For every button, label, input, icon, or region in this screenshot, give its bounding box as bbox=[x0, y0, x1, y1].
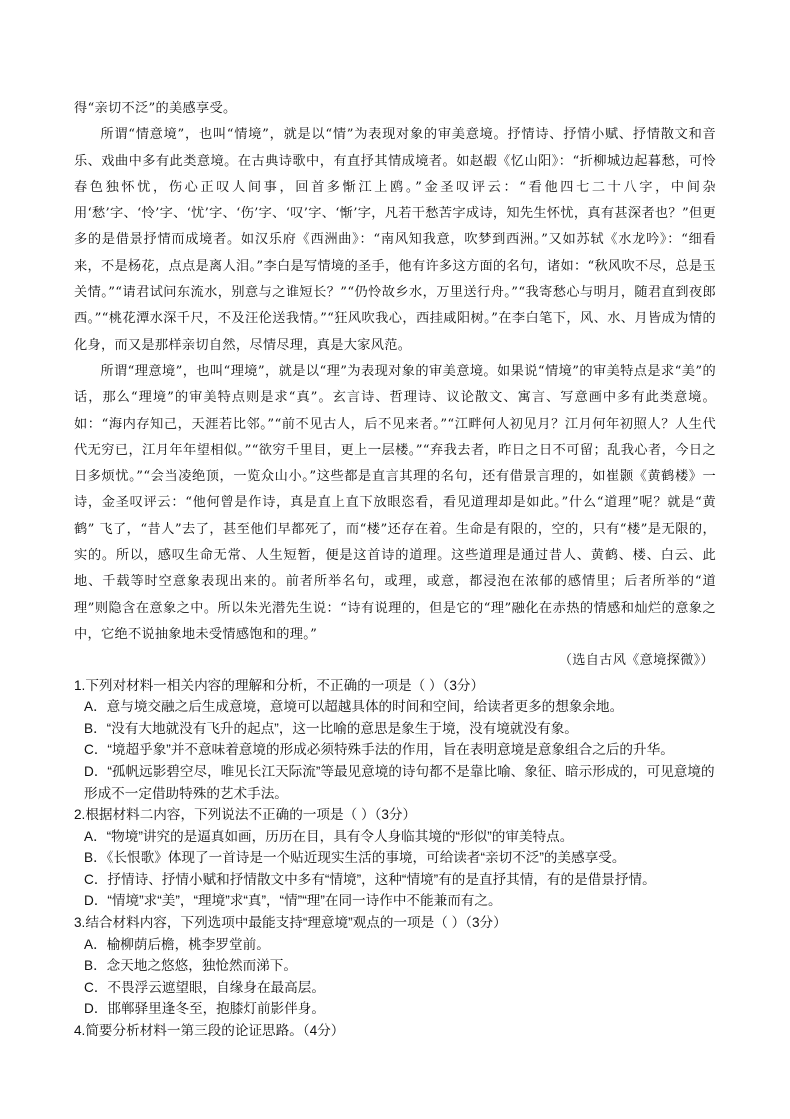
question-4 bbox=[74, 1020, 716, 1042]
option-c: C．抒情诗、抒情小赋和抒情散文中多有“情境”，这种“情境”有的是直抒其情，有的是借景抒情。 bbox=[84, 871, 656, 887]
question-stem: 1.下列对材料一相关内容的理解和分析，不正确的一项是（ ）（3分） bbox=[74, 677, 485, 693]
question-stem: 2.根据材料二内容，下列说法不正确的一项是（ ）（3分） bbox=[74, 807, 417, 823]
option-a: A．榆柳荫后檐，桃李罗堂前。 bbox=[84, 936, 270, 952]
option-a: A．“物境”讲究的是逼真如画，历历在目，具有令人身临其境的“形似”的审美特点。 bbox=[84, 828, 574, 844]
question-stem: 3.结合材料内容，下列选项中最能支持“理意境”观点的一项是（ ）（3分） bbox=[74, 915, 507, 931]
question-3 bbox=[74, 912, 716, 1020]
option-b: B．“没有大地就没有飞升的起点”，这一比喻的意思是象生于境，没有境就没有象。 bbox=[84, 720, 578, 736]
question-list bbox=[74, 675, 716, 1042]
option-d: D．“孤帆远影碧空尽，唯见长江天际流”等最见意境的诗句都不是靠比喻、象征、暗示形成的，可见意境的形成不一定借助特殊的艺术手法。 bbox=[84, 763, 715, 801]
option-d: D．邯郸驿里逢冬至，抱膝灯前影伴身。 bbox=[84, 1001, 325, 1017]
question-stem: 4.简要分析材料一第三段的论证思路。（4分） bbox=[74, 1023, 345, 1039]
option-a: A．意与境交融之后生成意境，意境可以超越具体的时间和空间，给读者更多的想象余地。 bbox=[84, 699, 624, 715]
option-d: D．“情境”求“美”，“理境”求“真”，“情”“理”在同一诗作中不能兼而有之。 bbox=[84, 893, 502, 909]
option-c: C．“境超乎象”并不意味着意境的形成必须特殊手法的作用，旨在表明意境是意象组合之后的升华。 bbox=[84, 742, 674, 758]
article-paragraph: 所谓“情意境”，也叫“情境”，就是以“情”为表现对象的审美意境。抒情诗、抒情小赋、抒情散文和音乐、戏曲中多有此类意境。在古典诗歌中，有直抒其情成境者。如赵嘏《忆山阳》：“折柳城边起暮愁，可怜春色独怀忧，伤心正叹人间事，回首多惭江上鸥。”金圣叹评云：“看他四七二十八字，中间杂用‘愁’字、‘怜’字、‘忧’字、‘伤’字、‘叹’字、‘惭’字，凡若干愁苦字成诗，知先生怀忧，真有甚深者也？”但更多的是借景抒情而成境者。如汉乐府《西洲曲》：“南风知我意，吹梦到西洲。”又如苏轼《水龙吟》：“细看来，不是杨花，点点是离人泪。”李白是写情境的圣手，他有许多这方面的名句，诸如：“秋风吹不尽，总是玉关情。”“请君试问东流水，别意与之谁短长？”“仍怜故乡水，万里送行舟。”“我寄愁心与明月，随君直到夜郎西。”“桃花潭水深千尺，不及汪伦送我情。”“狂风吹我心，西挂咸阳树。”在李白笔下，风、水、月皆成为情的化身，而又是那样亲切自然，尽情尽理，真是大家风范。 bbox=[74, 127, 716, 353]
option-c: C．不畏浮云遮望眼，自缘身在最高层。 bbox=[84, 979, 325, 995]
reading-material bbox=[74, 96, 716, 675]
article-source: （选自古风《意境探微》） bbox=[558, 653, 714, 669]
option-b: B．《长恨歌》体现了一首诗是一个贴近现实生活的事境，可给读者“亲切不泛”的美感享受。 bbox=[84, 850, 626, 866]
article-paragraph: 得“亲切不泛”的美感享受。 bbox=[74, 101, 237, 116]
question-1 bbox=[74, 675, 716, 805]
option-b: B．念天地之悠悠，独怆然而涕下。 bbox=[84, 958, 297, 974]
question-2 bbox=[74, 804, 716, 912]
article-paragraph: 所谓“理意境”，也叫“理境”，就是以“理”为表现对象的审美意境。如果说“情境”的审美特点是求“美”的话，那么“理境”的审美特点则是求“真”。玄言诗、哲理诗、议论散文、寓言、写意画中多有此类意境。如：“海内存知己，天涯若比邻。”“前不见古人，后不见来者。”“江畔何人初见月？江月何年初照人？人生代代无穷已，江月年年望相似。”“欲穷千里目，更上一层楼。”“弃我去者，昨日之日不可留；乱我心者，今日之日多烦忧。”“会当凌绝顶，一览众山小。”这些都是直言其理的名句，还有借景言理的，如崔颢《黄鹤楼》一诗，金圣叹评云：“他何曾是作诗，真是直上直下放眼恣看，看见道理却是如此。”什么“道理”呢？就是“黄鹤” 飞了，“昔人”去了，甚至他们早都死了，而“楼”还存在着。生命是有限的，空的，只有“楼”是无限的，实的。所以，感叹生命无常、人生短暂，便是这首诗的道理。这些道理是通过昔人、黄鹤、楼、白云、此地、千载等时空意象表现出来的。前者所举名句，或理，或意，都浸泡在浓郁的感情里；后者所举的“道理”则隐含在意象之中。所以朱光潜先生说：“诗有说理的，但是它的“理”融化在赤热的情感和灿烂的意象之中，它绝不说抽象地未受情感饱和的理。” bbox=[74, 363, 716, 642]
